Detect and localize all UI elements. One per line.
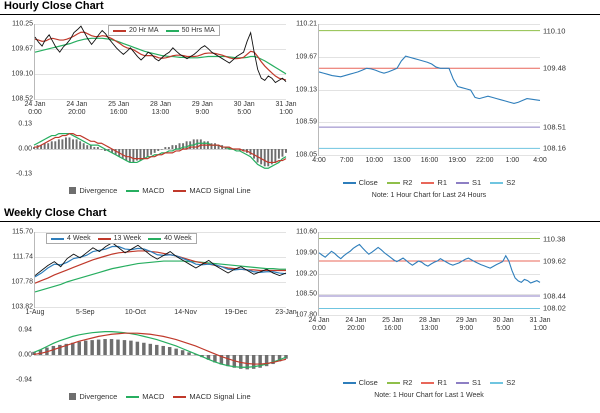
bar [69, 137, 71, 149]
weekly-section-header [0, 207, 600, 222]
y-axis-tick-label: 110.21 [296, 20, 317, 28]
bar [211, 143, 213, 149]
bar [103, 339, 106, 355]
bar [187, 352, 190, 355]
bar [84, 341, 87, 355]
legend-label: 13 Week [113, 235, 142, 242]
x-axis-tick-label: 24 Jan 20:00 [66, 101, 88, 117]
legend-swatch [421, 382, 434, 384]
bar [61, 139, 63, 149]
y-axis-tick-label: 110.60 [296, 228, 317, 236]
x-axis-tick-label: 1-Aug [25, 309, 45, 316]
legend-item[interactable] [126, 392, 164, 401]
legend-swatch [113, 30, 126, 32]
x-axis-tick-label: 4:00 [533, 157, 547, 164]
x-axis-tick-label: 4:00 [312, 157, 326, 164]
y-axis-tick-label: 107.78 [11, 278, 33, 286]
legend-item[interactable] [421, 378, 447, 387]
weekly-price-legend [46, 233, 197, 244]
bar [182, 143, 184, 149]
x-axis-tick-label: 29 Jan 9:00 [191, 101, 213, 117]
legend-swatch [173, 190, 186, 192]
hourly-macd-chart [16, 120, 286, 178]
bar [149, 344, 152, 355]
bar [143, 149, 145, 159]
bar [174, 349, 177, 355]
y-axis-tick-label: 107.80 [295, 311, 317, 319]
series-line [35, 261, 286, 292]
legend-label: 4 Week [67, 235, 91, 242]
legend-item[interactable] [387, 378, 413, 387]
y-axis-tick-label: 109.67 [11, 45, 33, 53]
y-axis-tick-label: 109.13 [295, 86, 317, 93]
legend-label: Divergence [79, 392, 118, 401]
series-line [35, 38, 286, 74]
reference-line-label: 108.44 [543, 291, 566, 301]
x-axis-tick-label: 30 Jan 5:00 [492, 317, 514, 333]
divider [0, 221, 600, 222]
reference-line-label: 110.10 [543, 26, 566, 36]
legend-label: Close [358, 178, 378, 187]
legend-label: S2 [506, 178, 516, 187]
legend-swatch [343, 182, 356, 184]
bar [161, 149, 163, 150]
chart-canvas [319, 232, 540, 315]
series-line [319, 56, 540, 103]
y-axis-tick-label: 109.67 [295, 53, 317, 61]
bar [79, 141, 81, 149]
x-axis-tick-label: 24 Jan 20:00 [345, 317, 367, 333]
hourly-pivot-legend [318, 178, 540, 190]
reference-line-label: 109.48 [543, 63, 566, 73]
x-axis-tick-label: 7:00 [339, 157, 354, 164]
legend-label: R2 [402, 378, 413, 387]
x-axis-tick-label: 31 Jan 1:00 [275, 101, 297, 117]
legend-item[interactable] [343, 378, 378, 387]
legend-swatch [387, 382, 400, 384]
legend-item[interactable] [173, 392, 250, 401]
series-line [34, 134, 286, 163]
divider [0, 14, 600, 15]
bar [278, 149, 280, 159]
bar [123, 340, 126, 355]
y-axis-tick-label: 109.10 [11, 70, 33, 78]
x-axis-tick-label: 10-Oct [124, 309, 146, 316]
y-axis-tick-label: 0.00 [18, 351, 32, 359]
legend-swatch [51, 238, 64, 240]
x-axis-tick-label: 24 Jan 0:00 [308, 317, 330, 333]
legend-swatch [456, 182, 469, 184]
bar [58, 139, 60, 149]
bar [100, 149, 102, 150]
series-line [319, 244, 540, 283]
reference-line-label: 109.62 [543, 256, 566, 266]
legend-item[interactable] [98, 235, 142, 242]
bar [51, 141, 53, 149]
bar [54, 141, 56, 149]
x-axis-tick-label: 23-Jan [275, 309, 297, 316]
bar [226, 355, 229, 366]
bar [147, 149, 149, 157]
x-axis-tick-label: 10:00 [365, 157, 384, 164]
bar [186, 141, 188, 149]
y-axis-tick-label: 0.13 [18, 120, 32, 128]
bar [116, 340, 119, 355]
bar [164, 147, 166, 149]
legend-label: MACD [142, 392, 165, 401]
bar [154, 149, 156, 153]
bar [77, 342, 80, 355]
bar [264, 149, 266, 166]
legend-label: Close [358, 378, 378, 387]
bar [157, 149, 159, 151]
legend-label: MACD Signal Line [189, 392, 251, 401]
y-axis-tick-label: 108.59 [295, 118, 317, 126]
x-axis-tick-label: 19-Dec [224, 309, 248, 316]
y-axis-tick-label: -0.13 [16, 170, 32, 178]
legend-item[interactable] [113, 27, 159, 34]
bar [168, 147, 170, 149]
reference-line-label: 108.51 [543, 122, 566, 132]
x-axis-tick-label: 25 Jan 16:00 [382, 317, 404, 333]
y-axis-tick-label: -0.94 [16, 376, 32, 384]
bar [97, 147, 99, 149]
legend-label: R1 [437, 178, 447, 187]
legend-item[interactable] [490, 378, 515, 387]
y-axis-tick-label: 108.05 [295, 151, 317, 159]
legend-item[interactable] [387, 178, 413, 187]
legend-item[interactable] [456, 178, 481, 187]
legend-swatch [166, 30, 179, 32]
legend-label: 40 Week [164, 235, 192, 242]
bar [214, 143, 216, 149]
hourly-pivot-chart [295, 20, 566, 164]
weekly-section-title: Weekly Close Chart [4, 207, 107, 219]
bar [65, 137, 67, 149]
bar [90, 340, 93, 355]
x-axis-tick-label: 5-Sep [75, 309, 95, 316]
y-axis-tick-label: 111.74 [12, 253, 33, 261]
legend-swatch [490, 182, 503, 184]
x-axis-tick-label: 22:00 [475, 157, 494, 164]
hourly-macd-legend [34, 186, 286, 198]
legend-swatch [343, 382, 356, 384]
legend-swatch [421, 182, 434, 184]
bar [168, 347, 171, 355]
x-axis-tick-label: 14-Nov [174, 309, 197, 316]
gridline [35, 307, 286, 308]
legend-label: R1 [437, 378, 447, 387]
legend-label: MACD [142, 186, 165, 195]
bar [72, 139, 74, 149]
legend-item[interactable] [490, 178, 515, 187]
x-axis-tick-label: 13:00 [393, 157, 411, 164]
bar [281, 149, 283, 157]
legend-swatch [98, 238, 111, 240]
y-axis-tick-label: 110.25 [12, 20, 33, 28]
hourly-section-title: Hourly Close Chart [4, 0, 104, 12]
bar [171, 145, 173, 149]
x-axis-tick-label: 16:00 [420, 157, 439, 164]
bar [129, 341, 132, 355]
y-axis-tick-label: 109.20 [295, 270, 317, 277]
legend-label: Divergence [79, 186, 118, 195]
y-axis-tick-label: 0.00 [18, 145, 32, 153]
hourly-price-legend [108, 25, 220, 36]
chart-canvas [319, 24, 540, 155]
reference-line-label: 110.38 [543, 234, 566, 244]
bar [150, 149, 152, 155]
legend-swatch [69, 393, 76, 400]
bar [97, 340, 100, 355]
y-axis-tick-label: 103.82 [11, 303, 33, 311]
chart-canvas [34, 330, 286, 380]
legend-label: 50 Hrs MA [181, 27, 215, 34]
bar [129, 149, 131, 162]
legend-label: 20 Hr MA [129, 27, 159, 34]
weekly-pivot-chart [295, 228, 566, 333]
legend-item[interactable] [126, 186, 164, 195]
reference-line-label: 108.16 [543, 143, 566, 153]
x-axis-tick-label: 19:00 [448, 157, 466, 164]
legend-swatch [456, 382, 469, 384]
legend-swatch [387, 182, 400, 184]
legend-label: R2 [402, 178, 413, 187]
x-axis-tick-label: 1:00 [505, 157, 520, 164]
bar [76, 139, 78, 149]
legend-swatch [148, 238, 161, 240]
weekly-pivot-legend [318, 378, 540, 390]
bar [86, 145, 88, 149]
x-axis-tick-label: 31 Jan 1:00 [529, 317, 551, 333]
legend-item[interactable] [173, 186, 250, 195]
weekly-macd-chart [16, 326, 286, 384]
bar [285, 149, 287, 153]
y-axis-tick-label: 0.94 [18, 326, 32, 334]
legend-swatch [69, 187, 76, 194]
legend-label: S1 [472, 378, 482, 387]
bar [132, 149, 134, 162]
legend-item[interactable] [166, 27, 215, 34]
bar [274, 149, 276, 162]
y-axis-tick-label: 108.52 [11, 95, 33, 103]
hourly-pivot-note: Note: 1 Hour Chart for Last 24 Hours [371, 192, 487, 199]
legend-swatch [490, 382, 503, 384]
legend-item[interactable] [456, 378, 481, 387]
bar [142, 343, 145, 355]
legend-item[interactable] [343, 178, 378, 187]
bar [267, 149, 269, 166]
bar [93, 147, 95, 149]
x-axis-tick-label: 28 Jan 13:00 [149, 101, 172, 117]
x-axis-tick-label: 29 Jan 9:00 [455, 317, 477, 333]
chart-canvas [34, 124, 286, 174]
y-axis-tick-label: 109.90 [295, 249, 317, 257]
y-axis-tick-label: 108.50 [295, 290, 317, 298]
bar [58, 345, 61, 355]
legend-item[interactable] [69, 186, 117, 195]
weekly-macd-legend [34, 392, 286, 404]
bar [155, 345, 158, 355]
hourly-section-header [0, 0, 600, 15]
x-axis-tick-label: 25 Jan 16:00 [108, 101, 130, 117]
legend-label: MACD Signal Line [189, 186, 251, 195]
legend-swatch [126, 190, 139, 192]
bar [260, 149, 262, 164]
bar [47, 143, 49, 149]
x-axis-tick-label: 24 Jan 0:00 [24, 101, 46, 117]
legend-swatch [126, 396, 139, 398]
bar [136, 342, 139, 355]
legend-item[interactable] [421, 178, 447, 187]
bar [125, 149, 127, 161]
bar [110, 339, 113, 355]
bar [71, 343, 74, 355]
reference-line-label: 108.02 [543, 303, 566, 313]
legend-item[interactable] [69, 392, 117, 401]
bar [200, 139, 202, 149]
legend-label: S2 [506, 378, 516, 387]
weekly-pivot-note: Note: 1 Hour Chart for Last 1 Week [374, 392, 484, 399]
y-axis-tick-label: 115.70 [12, 228, 33, 236]
legend-item[interactable] [51, 235, 91, 242]
bar [161, 346, 164, 355]
legend-item[interactable] [148, 235, 192, 242]
bar [181, 350, 184, 355]
legend-swatch [173, 396, 186, 398]
x-axis-tick-label: 30 Jan 5:00 [233, 101, 255, 117]
x-axis-tick-label: 28 Jan 13:00 [418, 317, 441, 333]
legend-label: S1 [472, 178, 482, 187]
bar [83, 143, 85, 149]
